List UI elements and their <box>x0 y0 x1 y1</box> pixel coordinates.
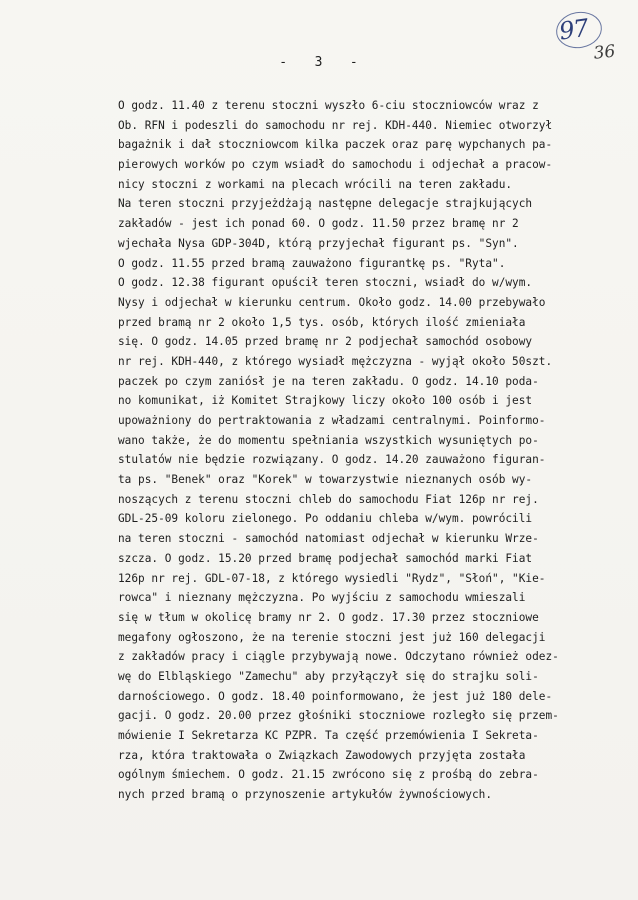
page-number: - 3 - <box>279 55 359 70</box>
text-line: megafony ogłoszono, że na terenie stoczni jest już 160 delegacji <box>118 630 546 644</box>
text-line: z zakładów pracy i ciągle przybywają nowe. Odczytano również odez- <box>118 650 559 664</box>
text-line: no komunikat, iż Komitet Strajkowy liczy około 100 osób i jest <box>118 394 533 408</box>
text-line: szcza. O godz. 15.20 przed bramę podjechał samochód marki Fiat <box>118 551 533 565</box>
text-line: nych przed bramą o przynoszenie artykułów żywnościowych. <box>118 788 493 802</box>
text-line: paczek po czym zaniósł je na teren zakładu. O godz. 14.10 poda- <box>118 374 539 388</box>
text-line: rowca" i nieznany mężczyzna. Po wyjściu z samochodu wmieszali <box>118 591 526 605</box>
text-line: rza, która traktowała o Związkach Zawodowych przyjęta została <box>118 748 526 762</box>
text-line: wę do Elbląskiego "Zamechu" aby przyłączył się do strajku soli- <box>118 669 539 683</box>
text-line: się. O godz. 14.05 przed bramę nr 2 podjechał samochód osobowy <box>118 335 533 349</box>
text-line: gacji. O godz. 20.00 przez głośniki stoczniowe rozległo się przem- <box>118 709 559 723</box>
document-body <box>118 96 638 805</box>
text-line: O godz. 12.38 figurant opuścił teren stoczni, wsiadł do w/wym. <box>118 276 533 290</box>
text-line: 126p nr rej. GDL-07-18, z którego wysiedli "Rydz", "Słoń", "Kie- <box>118 571 546 585</box>
text-line: noszących z terenu stoczni chleb do samochodu Fiat 126p nr rej. <box>118 492 539 506</box>
text-line: mówienie I Sekretarza KC PZPR. Ta część przemówienia I Sekreta- <box>118 729 539 742</box>
text-line: ogólnym śmiechem. O godz. 21.15 zwrócono się z prośbą do zebra- <box>118 768 539 782</box>
text-line: upoważniony do pertraktowania z władzami centralnymi. Poinformo- <box>118 414 546 427</box>
text-line: zakładów - jest ich ponad 60. O godz. 11.50 przez bramę nr 2 <box>118 217 519 231</box>
text-line: nicy stoczni z workami na plecach wrócili na teren zakładu. <box>118 177 513 191</box>
archive-subnumber-handwritten: 36 <box>592 41 617 64</box>
text-line: pierowych worków po czym wsiadł do samochodu i odjechał a pracow- <box>118 158 553 172</box>
text-line: darnościowego. O godz. 18.40 poinformowano, że jest już 180 dele- <box>118 689 553 703</box>
text-line: stulatów nie będzie rozwiązany. O godz. 14.20 zauważono figuran- <box>118 453 546 467</box>
text-line: Na teren stoczni przyjeżdżają następne delegacje strajkujących <box>118 197 533 211</box>
text-line: O godz. 11.40 z terenu stoczni wyszło 6-ciu stoczniowców wraz z <box>118 99 539 112</box>
text-line: przed bramą nr 2 około 1,5 tys. osób, których ilość zmieniała <box>118 315 526 329</box>
text-line: na teren stoczni - samochód natomiast odjechał w kierunku Wrze- <box>118 532 539 546</box>
text-line: się w tłum w okolicę bramy nr 2. O godz. 17.30 przez stoczniowe <box>118 610 539 624</box>
archive-number-handwritten: 97 <box>557 13 590 46</box>
text-line: GDL-25-09 koloru zielonego. Po oddaniu chleba w/wym. powrócili <box>118 512 533 526</box>
text-line: bagażnik i dał stoczniowcom kilka paczek oraz parę wypchanych pa- <box>118 138 553 152</box>
text-line: O godz. 11.55 przed bramą zauważono figurantkę ps. "Ryta". <box>118 256 506 270</box>
text-line: ta ps. "Benek" oraz "Korek" w towarzystwie nieznanych osób wy- <box>118 473 533 487</box>
text-line: Nysy i odjechał w kierunku centrum. Około godz. 14.00 przebywało <box>118 295 546 309</box>
text-line: wano także, że do momentu spełniania wszystkich wysuniętych po- <box>118 433 539 447</box>
text-line: Ob. RFN i podeszli do samochodu nr rej. KDH-440. Niemiec otworzył <box>118 118 553 132</box>
text-line: wjechała Nysa GDP-304D, którą przyjechał figurant ps. "Syn". <box>118 236 519 250</box>
text-line: nr rej. KDH-440, z którego wysiadł mężczyzna - wyjął około 50szt. <box>118 354 553 368</box>
